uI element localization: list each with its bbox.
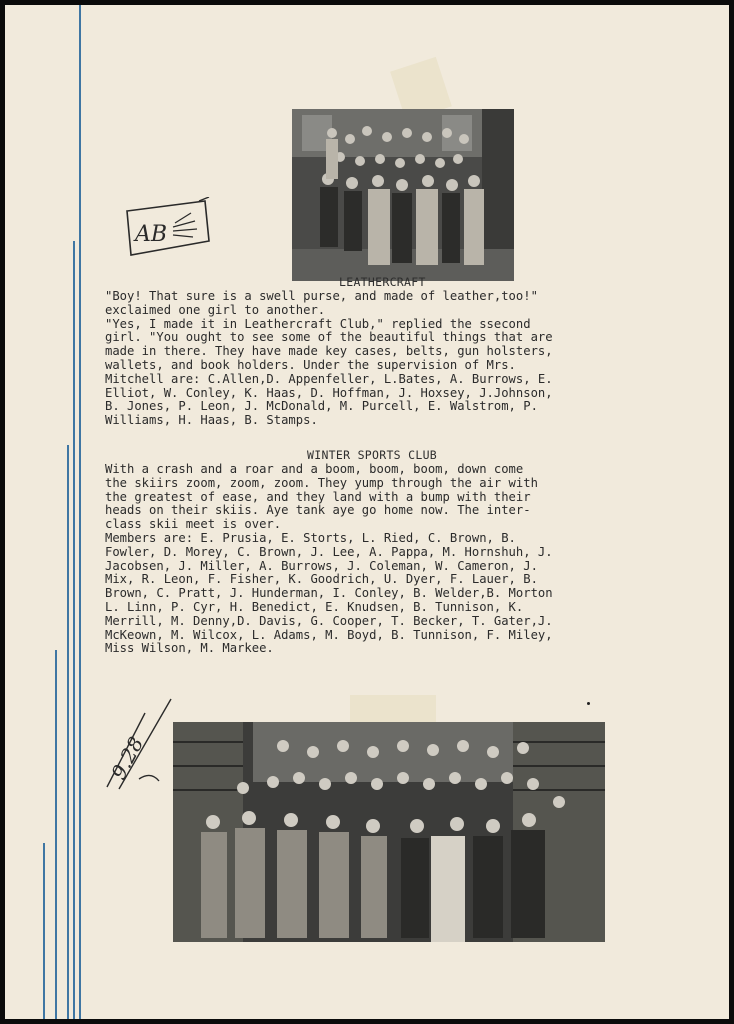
group-photo-image — [292, 109, 514, 281]
margin-rule — [73, 241, 75, 1019]
text-line: the greatest of ease, and they land with a bump with their — [105, 489, 531, 504]
leathercraft-club-photo — [292, 109, 514, 281]
leathercraft-heading: LEATHERCRAFT — [339, 275, 426, 289]
text-line: Brown, C. Pratt, J. Hunderman, I. Conley, B. Welder,B. Morton — [105, 586, 553, 601]
group-photo-image — [173, 722, 605, 942]
ab-doodle-text: AB — [135, 222, 168, 247]
yearbook-page — [5, 5, 729, 1019]
text-line: L. Linn, P. Cyr, H. Benedict, E. Knudsen, B. Tunnison, K. — [105, 599, 524, 614]
text-line: heads on their skiis. Aye tank aye go home now. The inter- — [105, 503, 531, 518]
text-line: Merrill, M. Denny,D. Davis, G. Cooper, T. Becker, T. Gater,J. — [105, 613, 553, 628]
margin-rule — [55, 650, 57, 1019]
text-line: Williams, H. Haas, B. Stamps. — [105, 413, 318, 428]
leathercraft-text — [105, 290, 703, 428]
tape-strip — [350, 695, 436, 725]
text-line: "Yes, I made it in Leathercraft Club," replied the ssecond — [105, 316, 531, 331]
text-line: With a crash and a roar and a boom, boom, boom, down come — [105, 462, 524, 476]
text-line: McKeown, M. Wilcox, L. Adams, M. Boyd, B. Tunnison, F. Miley, — [105, 627, 553, 642]
ab-doodle — [121, 197, 213, 263]
text-line: Miss Wilson, M. Markee. — [105, 641, 274, 656]
text-line: "Boy! That sure is a swell purse, and made of leather,too!" — [105, 289, 538, 303]
text-line: wallets, and book holders. Under the supervision of Mrs. — [105, 357, 516, 372]
margin-rule — [43, 843, 45, 1019]
margin-rule — [79, 5, 81, 1019]
text-line: Mitchell are: C.Allen,D. Appenfeller, L.Bates, A. Burrows, E. — [105, 371, 553, 386]
margin-rule — [67, 445, 69, 1019]
ink-dot — [587, 702, 590, 705]
text-line: exclaimed one girl to another. — [105, 302, 326, 317]
text-line: girl. "You ought to see some of the beautiful things that are — [105, 330, 553, 345]
winter-sports-heading: WINTER SPORTS CLUB — [307, 448, 438, 462]
winter-sports-text — [105, 463, 703, 656]
text-line: Mix, R. Leon, F. Fisher, K. Goodrich, U. Dyer, F. Lauer, B. — [105, 572, 538, 587]
text-line: Elliot, W. Conley, K. Haas, D. Hoffman, J. Hoxsey, J.Johnson, — [105, 385, 553, 400]
date-doodle-text: 9.28 — [106, 732, 149, 784]
text-line: Members are: E. Prusia, E. Storts, L. Ried, C. Brown, B. — [105, 530, 516, 545]
winter-sports-club-photo — [173, 722, 605, 942]
text-line: Fowler, D. Morey, C. Brown, J. Lee, A. Pappa, M. Hornshuh, J. — [105, 544, 553, 559]
text-line: class skii meet is over. — [105, 517, 282, 532]
text-line: Jacobsen, J. Miller, A. Burrows, J. Coleman, W. Cameron, J. — [105, 558, 538, 573]
text-line: the skiirs zoom, zoom, zoom. They yump through the air with — [105, 475, 538, 490]
text-line: made in there. They have made key cases, belts, gun holsters, — [105, 344, 553, 359]
text-line: B. Jones, P. Leon, J. McDonald, M. Purcell, E. Walstrom, P. — [105, 399, 538, 414]
